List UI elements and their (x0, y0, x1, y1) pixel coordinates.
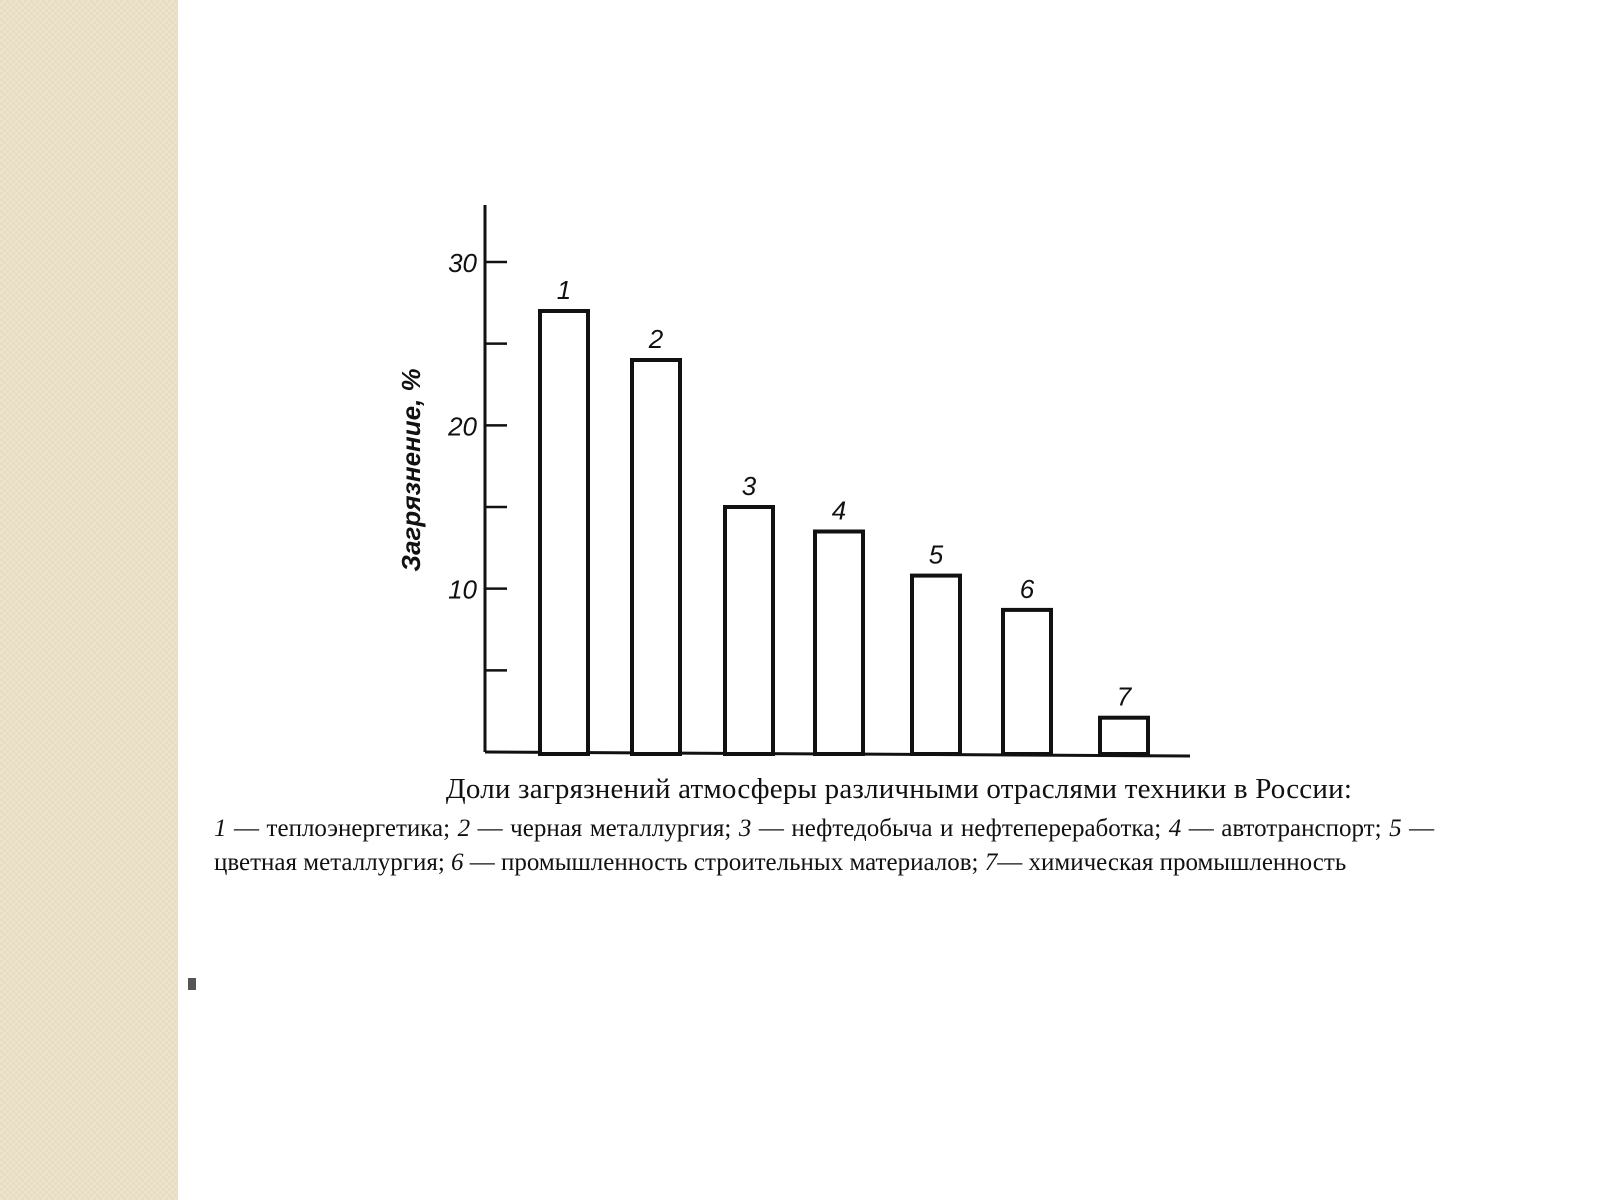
scan-artifact (188, 978, 196, 990)
bar-label-2: 2 (648, 324, 664, 354)
figure-caption (214, 773, 1434, 880)
bar-label-7: 7 (1116, 681, 1132, 712)
bar-label-5: 5 (928, 539, 944, 570)
bar-3 (725, 507, 773, 754)
bar-7 (1100, 718, 1148, 754)
y-tick-label: 30 (448, 248, 477, 278)
chart-bars (540, 311, 1148, 754)
bar-2 (632, 360, 680, 754)
bar-label-4: 4 (831, 495, 847, 526)
caption-legend: 1 — теплоэнергетика; 2 — черная металлургия; 3 — нефтедобыча и нефтепереработка; 4 — автотранспорт; 5 — цветная металлургия; 6 — промышленность строительных материалов; 7— химическая промышленность (214, 815, 1435, 876)
y-tick-label: 10 (448, 574, 477, 605)
bar-5 (912, 576, 960, 754)
bar-6 (1003, 610, 1051, 754)
bar-1 (540, 311, 588, 754)
caption-title: Доли загрязнений атмосферы различными отраслями техники в России: (445, 773, 1353, 805)
y-tick-label: 20 (448, 411, 477, 442)
bar-label-3: 3 (741, 471, 757, 501)
y-axis-title: Загрязнение, % (396, 368, 426, 572)
bar-label-6: 6 (1019, 573, 1035, 604)
bar-4 (815, 532, 863, 755)
bar-label-1: 1 (556, 275, 572, 305)
